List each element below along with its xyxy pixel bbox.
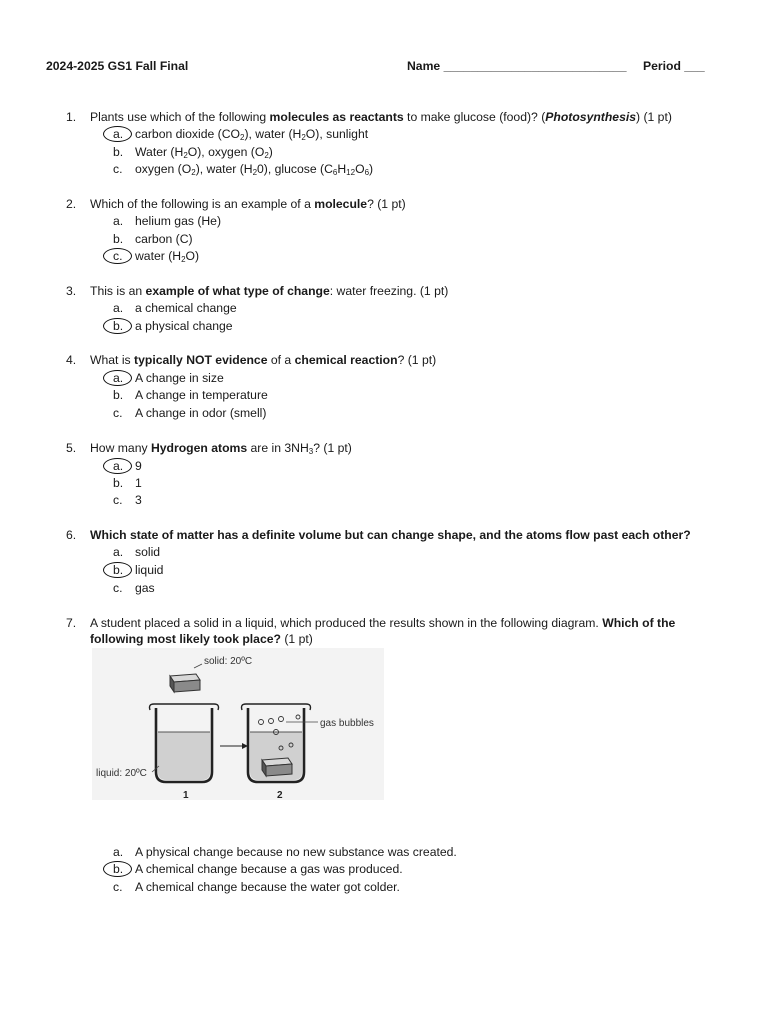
option-letter: b. [113,476,124,490]
beaker-2-number: 2 [277,790,283,800]
option-text: helium gas (He) [135,214,222,228]
question-text: Which state of matter has a definite volume but can change shape, and the atoms flow past each other? [90,528,691,542]
document-title: 2024-2025 GS1 Fall Final [46,59,189,73]
option-text: 3 [135,493,142,507]
option-text: Water $(H_2O)$, oxygen $(O_2)$ [135,145,273,160]
solid-block-icon [170,674,200,692]
option-text: A physical change because no new substance was created. [135,845,457,859]
question-text: What is typically NOT evidence of a chemical reaction? (1 pt) [90,353,437,367]
option-text: water $(H_2O)$ [135,249,200,264]
option-letter: a. [113,214,124,228]
option-text: solid [135,545,161,559]
beaker-1-number: 1 [183,790,189,800]
question-text: A student placed a solid in a liquid, which produced the results shown in the following diagram. Which of the [90,616,676,630]
option-text: carbon dioxide $(CO_2)$, water $(H_2O)$, sunlight [135,127,369,142]
question-number: 5. [66,441,77,455]
liquid-label: liquid: 20ºC [96,768,147,779]
option-text: 9 [135,459,142,473]
option-letter: b. [113,145,124,159]
question-text: Plants use which of the following molecules as reactants to make glucose (food)? (Photosynthesis) (1 pt) [90,110,672,124]
option-letter: b. [113,563,124,577]
gas-bubbles-label: gas bubbles [320,718,374,729]
question-number: 3. [66,284,77,298]
option-letter: c. [113,162,123,176]
option-text: carbon (C) [135,232,193,246]
option-letter: a. [113,127,124,141]
question-number: 4. [66,353,77,367]
option-letter: a. [113,545,124,559]
name-field-label: Name ___________________________ [407,59,627,73]
option-text: oxygen $(O_2)$, water $(H_20)$, glucose $(C_6H_{12}O_6)$ [135,162,374,177]
option-letter: b. [113,388,124,402]
option-text: A change in size [135,371,224,385]
option-letter: c. [113,880,123,894]
option-text: gas [135,581,155,595]
option-text: a physical change [135,319,233,333]
option-letter: c. [113,493,123,507]
beaker-diagram [92,648,384,800]
beaker-1-icon [150,704,219,782]
option-letter: c. [113,581,123,595]
beaker-2-icon [242,704,311,782]
question-number: 6. [66,528,77,542]
question-number: 7. [66,616,77,630]
option-letter: c. [113,406,123,420]
question-text: Which of the following is an example of a molecule? (1 pt) [90,197,406,211]
question-text-continued: following most likely took place? (1 pt) [90,632,313,646]
question-number: 1. [66,110,77,124]
option-text: A chemical change because a gas was produced. [135,862,403,876]
question-text: This is an example of what type of change: water freezing. (1 pt) [90,284,449,298]
option-letter: a. [113,371,124,385]
question-text: How many Hydrogen atoms are in $3NH_3$? (1 pt) [90,441,352,456]
solid-label: solid: 20ºC [204,656,253,667]
option-text: liquid [135,563,164,577]
option-letter: c. [113,249,123,263]
option-letter: b. [113,319,124,333]
option-letter: a. [113,301,124,315]
option-letter: a. [113,845,124,859]
option-text: A change in temperature [135,388,268,402]
option-letter: a. [113,459,124,473]
option-text: a chemical change [135,301,237,315]
option-text: 1 [135,476,142,490]
option-text: A chemical change because the water got colder. [135,880,400,894]
period-field-label: Period ___ [643,59,705,73]
option-text: A change in odor (smell) [135,406,267,420]
question-number: 2. [66,197,77,211]
option-letter: b. [113,862,124,876]
option-letter: b. [113,232,124,246]
